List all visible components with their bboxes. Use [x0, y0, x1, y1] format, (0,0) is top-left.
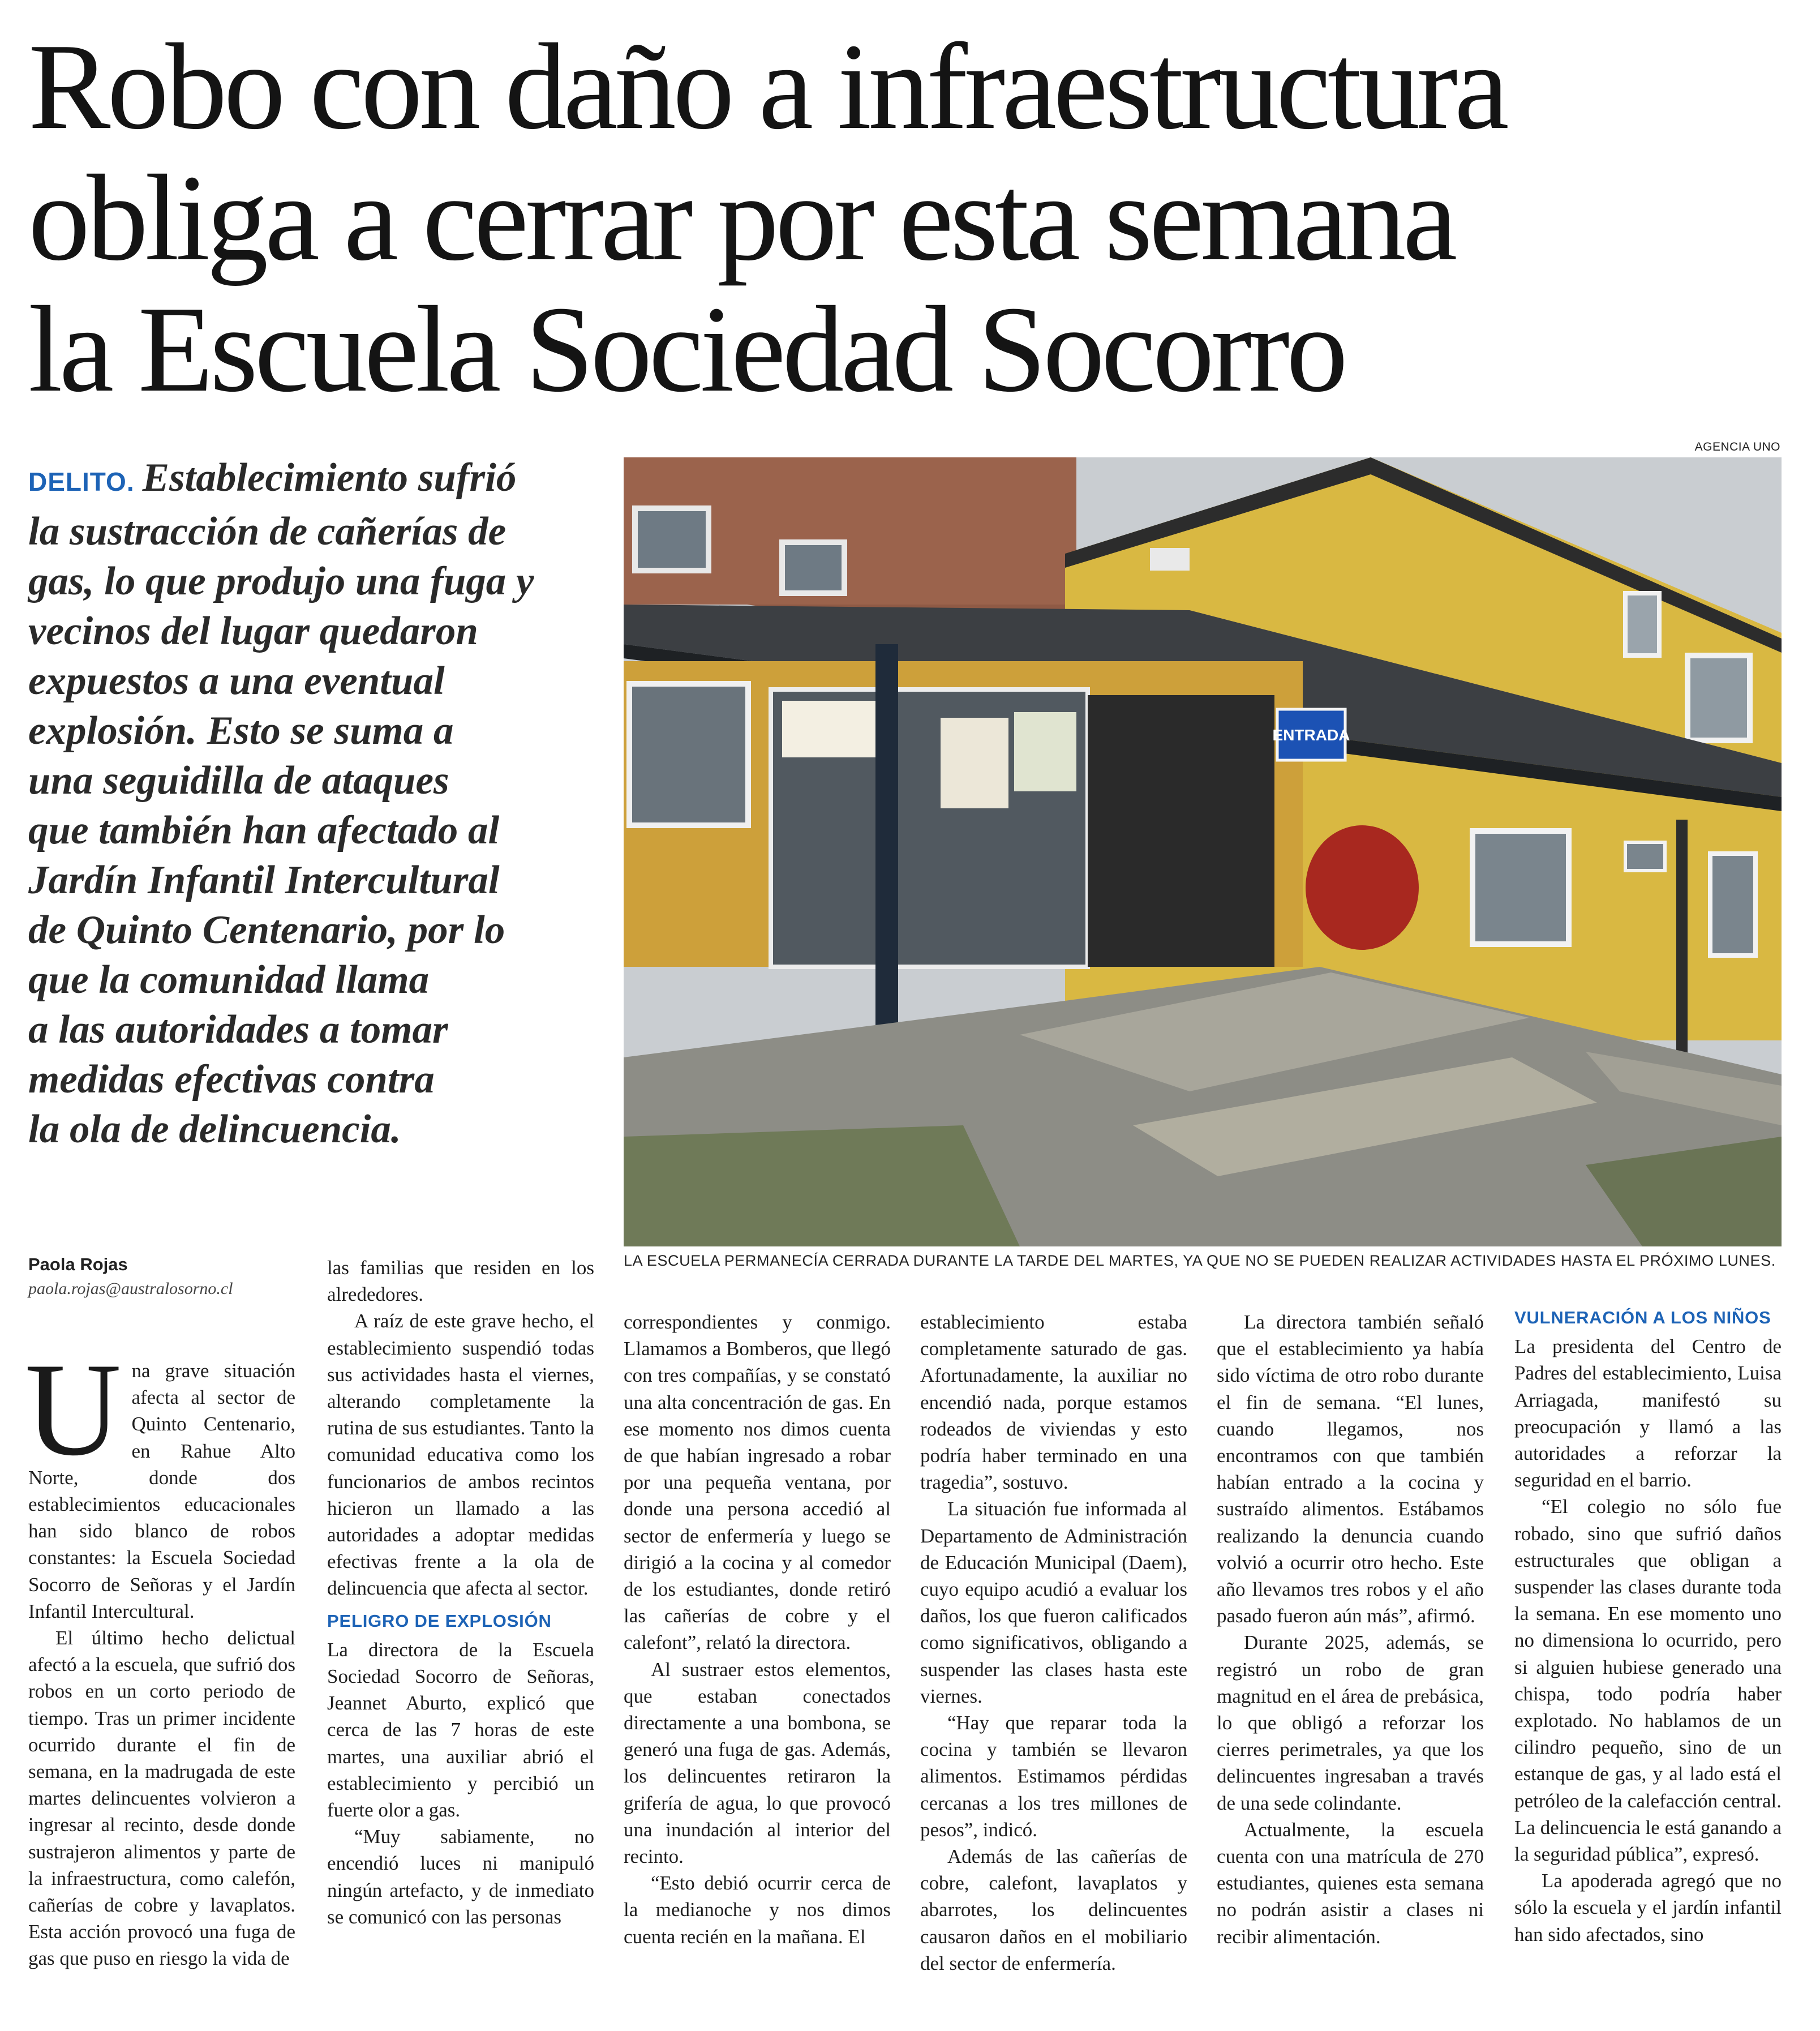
paragraph: “Esto debió ocurrir cerca de la medianoche y nos dimos cuenta recién en la mañana. El	[624, 1872, 891, 1948]
lead-line: la ola de delincuencia.	[28, 1107, 401, 1151]
article-column-1	[25, 1336, 295, 1972]
article-column-2	[327, 1254, 594, 1930]
paragraph: las familias que residen en los alrededores.	[327, 1257, 594, 1306]
paragraph: La directora también señaló que el establecimiento ya había sido víctima de otro robo durante el fin de semana. “El lunes, cuando llegamos, nos encontramos con que también habían entrado a la cocina y sustraído alimentos. Estábamos realizando la denuncia cuando volvió a ocurrir otro hecho. Este año llevamos tres robos y el año pasado fueron aún más”, afirmó.	[1217, 1311, 1484, 1627]
lead-line: la sustracción de cañerías de	[28, 509, 506, 554]
school-photo	[624, 457, 1782, 1246]
subheading-children: VULNERACIÓN A LOS NIÑOS	[1514, 1308, 1771, 1327]
paragraph: “El colegio no sólo fue robado, sino que sufrió daños estructurales que obligan a suspender las clases durante toda la semana. En ese momento uno no dimensiona lo ocurrido, pero si alguien hubiese generado una chispa, todo podría haber explotado. No hablamos de un cilindro pequeño, sino de un estanque de gas, y al lado está el petróleo de la calefacción central. La delincuencia le está ganando a la seguridad pública”, expresó.	[1514, 1496, 1782, 1866]
author-email: paola.rojas@australosorno.cl	[28, 1279, 233, 1298]
article-column-3	[624, 1309, 891, 1950]
lead-line: una seguidilla de ataques	[28, 759, 449, 803]
entrada-sign-text: ENTRADA	[1272, 726, 1350, 744]
subheading-explosion: PELIGRO DE EXPLOSIÓN	[327, 1610, 552, 1631]
lead-summary	[28, 453, 600, 1154]
headline-line-1: Robo con daño a infraestructura	[28, 19, 1506, 155]
lead-kicker: DELITO.	[28, 467, 135, 496]
paragraph: “Hay que reparar toda la cocina y también se llevaron alimentos. Estimamos pérdidas cercanas a los tres millones de pesos”, indicó.	[920, 1712, 1187, 1841]
lead-line: Jardín Infantil Intercultural	[28, 858, 500, 902]
paragraph: A raíz de este grave hecho, el establecimiento suspendió todas sus actividades hasta el viernes, alterando completamente la rutina de sus estudiantes. Tanto la comunidad educativa como los funcionarios de ambos recintos hicieron un llamado a las autoridades a adoptar medidas efectivas frente a la ola de delincuencia que afecta al sector.	[327, 1310, 594, 1600]
paragraph: Una grave situación afecta al sector de Quinto Centenario, en Rahue Alto Norte, donde dos establecimientos educacionales han sido blanco de robos constantes: la Escuela Sociedad Socorro de Señoras y el Jardín Infantil Intercultural.	[25, 1336, 295, 1622]
lead-line: vecinos del lugar quedaron	[28, 609, 478, 653]
paragraph: “Muy sabiamente, no encendió luces ni manipuló ningún artefacto, y de inmediato se comunicó con las personas	[327, 1826, 594, 1928]
author-name: Paola Rojas	[28, 1254, 128, 1274]
paragraph: Actualmente, la escuela cuenta con una matrícula de 270 estudiantes, quienes esta semana no podrán asistir a clases ni recibir alimentación.	[1217, 1818, 1484, 1948]
article-column-4	[920, 1309, 1187, 1977]
paragraph: establecimiento estaba completamente saturado de gas. Afortunadamente, la auxiliar no encendió nada, porque estamos rodeados de viviendas y esto podría haber terminado en una tragedia”, sostuvo.	[920, 1311, 1187, 1494]
paragraph: La situación fue informada al Departamento de Administración de Educación Municipal (Daem), cuyo equipo acudió a evaluar los daños, los que fueron calificados como significativos, obligando a suspender las clases hasta este viernes.	[920, 1498, 1187, 1707]
wall-emblem	[1306, 825, 1419, 950]
lead-line: que la comunidad llama	[28, 958, 430, 1002]
front-door	[1088, 695, 1274, 967]
lead-line: DELITO. Establecimiento sufrió	[28, 456, 517, 500]
article-column-6	[1514, 1304, 1782, 1948]
paragraph: La presidenta del Centro de Padres del establecimiento, Luisa Arriagada, manifestó su preocupación y llamó a las autoridades a reforzar la seguridad en el barrio.	[1514, 1335, 1782, 1492]
lead-line: gas, lo que produjo una fuga y	[28, 559, 534, 603]
paragraph: Durante 2025, además, se registró un robo de gran magnitud en el área de prebásica, lo que obligó a reforzar los cierres perimetrales, ya que los delincuentes ingresaban a través de una sede colindante.	[1217, 1631, 1484, 1814]
support-pillar	[875, 644, 898, 1052]
article-column-5	[1217, 1309, 1484, 1950]
paragraph: La apoderada agregó que no sólo la escuela y el jardín infantil han sido afectados, sino	[1514, 1870, 1782, 1946]
dropcap: U	[25, 1336, 122, 1484]
byline	[28, 1254, 311, 1299]
lead-line: a las autoridades a tomar	[28, 1008, 448, 1052]
lead-line: de Quinto Centenario, por lo	[28, 908, 505, 952]
paragraph: Al sustraer estos elementos, que estaban conectados directamente a una bombona, se generó una fuga de gas. Además, los delincuentes retiraron la grifería de agua, lo que provocó una inundación al interior del recinto.	[624, 1658, 891, 1868]
lead-line: explosión. Esto se suma a	[28, 709, 454, 753]
paragraph: Además de las cañerías de cobre, calefont, lavaplatos y abarrotes, los delincuentes causaron daños en el mobiliario del sector de enfermería.	[920, 1845, 1187, 1974]
paragraph: La directora de la Escuela Sociedad Socorro de Señoras, Jeannet Aburto, explicó que cerca de las 7 horas de este martes, una auxiliar abrió el establecimiento y percibió un fuerte olor a gas.	[327, 1638, 594, 1822]
headline-line-2: obliga a cerrar por esta semana	[28, 150, 1454, 286]
lead-line: que también han afectado al	[28, 808, 500, 852]
headline-line-3: la Escuela Sociedad Socorro	[28, 281, 1345, 418]
headline	[28, 19, 1794, 418]
school-building-illustration	[624, 457, 1782, 1246]
lead-line: medidas efectivas contra	[28, 1057, 435, 1102]
paragraph: El último hecho delictual afectó a la escuela, que sufrió dos robos en un corto periodo de tiempo. Tras un primer incidente ocurrido durante el fin de semana, en la madrugada de este martes delincuentes volvieron a ingresar al recinto, desde donde sustrajeron alimentos y parte de la infraestructura, como calefón, cañerías de cobre y lavaplatos. Esta acción provocó una fuga de gas que puso en riesgo la vida de	[28, 1627, 295, 1970]
photo-caption: LA ESCUELA PERMANECÍA CERRADA DURANTE LA TARDE DEL MARTES, YA QUE NO SE PUEDEN REALIZAR ACTIVIDADES HASTA EL PRÓXIMO LUNES.	[624, 1252, 1776, 1269]
lead-line: expuestos a una eventual	[28, 659, 445, 703]
photo-credit: AGENCIA UNO	[1694, 440, 1780, 453]
floodlight	[1150, 548, 1190, 571]
paragraph: correspondientes y conmigo. Llamamos a Bomberos, que llegó con tres compañías, y se constató una alta concentración de gas. En ese momento nos dimos cuenta de que habían ingresado a robar por una pequeña ventana, por donde una persona accedió al sector de enfermería y luego se dirigió a la cocina y al comedor de los estudiantes, donde retiró las cañerías de cobre y el calefont”, relató la directora.	[624, 1311, 891, 1654]
